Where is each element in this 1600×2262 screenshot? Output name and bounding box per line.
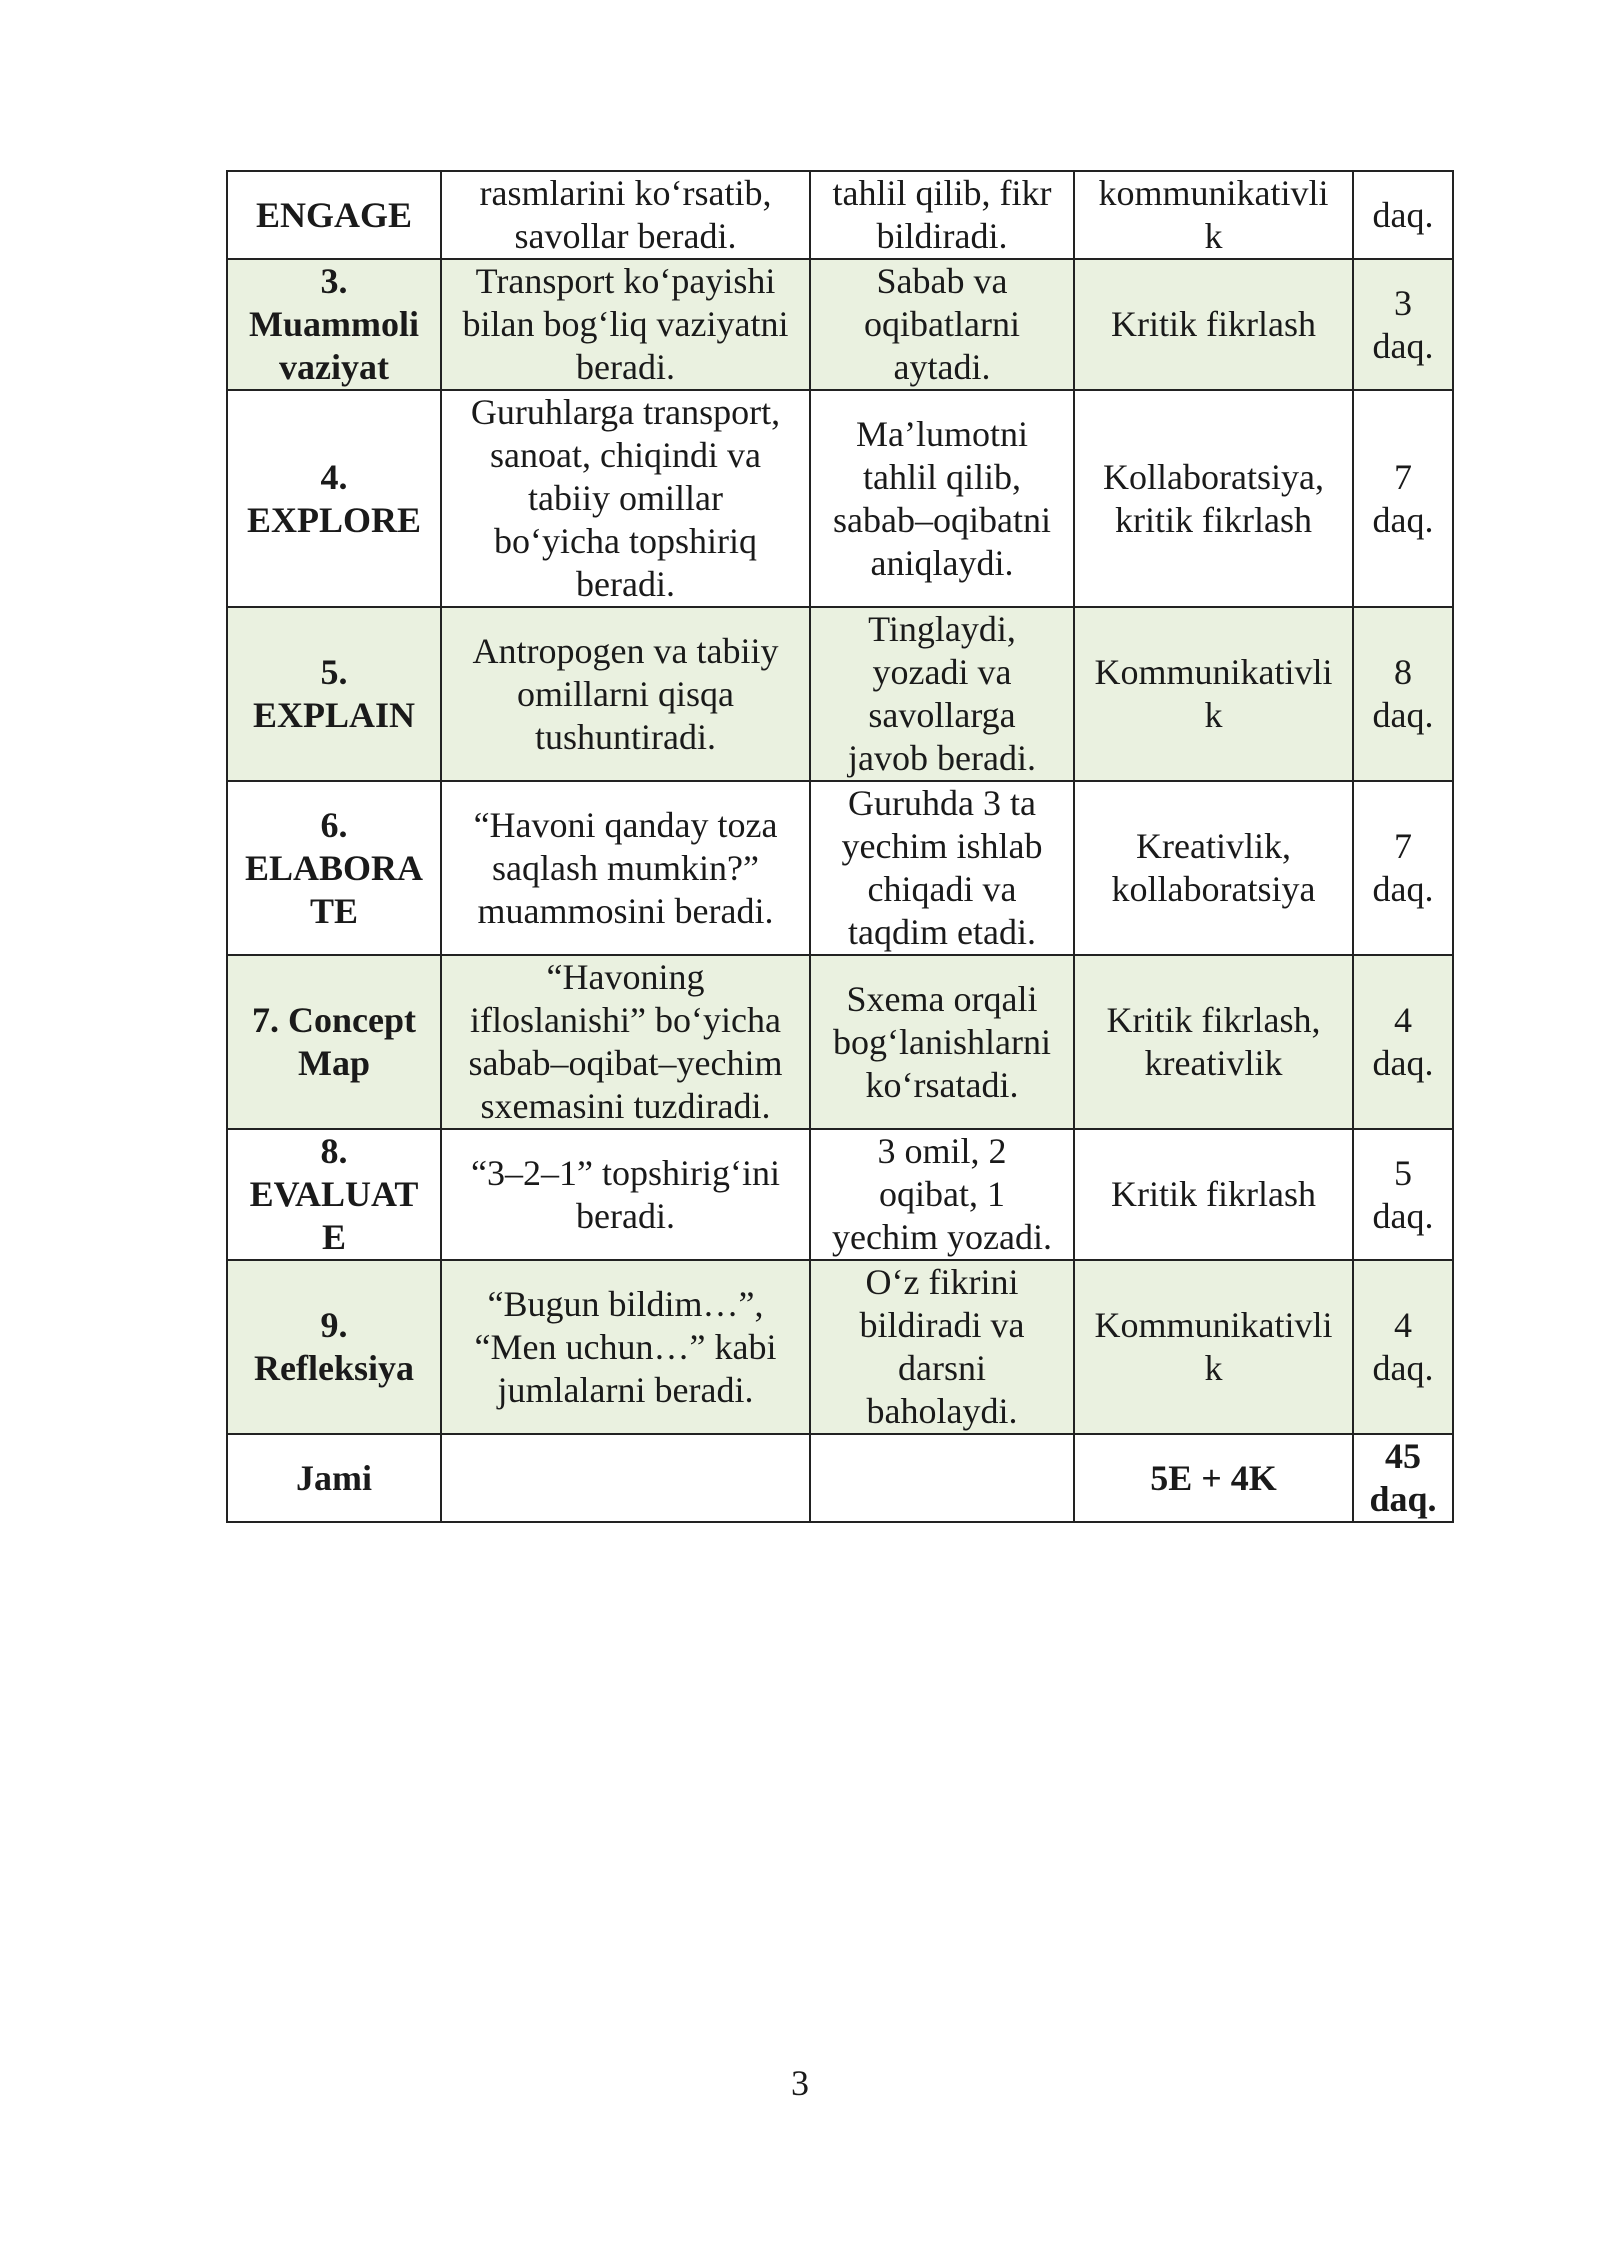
time-cell: 3 daq. <box>1353 259 1453 390</box>
student-activity-cell: Sxema orqali bog‘lanishlarni ko‘rsatadi. <box>810 955 1074 1129</box>
stage-cell: 9. Refleksiya <box>227 1260 441 1434</box>
competence-cell: Kommunikativli k <box>1074 607 1353 781</box>
teacher-activity-cell: Guruhlarga transport, sanoat, chiqindi va tabiiy omillar bo‘yicha topshiriq beradi. <box>441 390 810 607</box>
time-cell: 7 daq. <box>1353 781 1453 955</box>
stage-cell: 5. EXPLAIN <box>227 607 441 781</box>
student-activity-cell: Ma’lumotni tahlil qilib, sabab–oqibatni aniqlaydi. <box>810 390 1074 607</box>
table-row <box>227 171 1453 259</box>
student-activity-cell <box>810 1434 1074 1522</box>
teacher-activity-cell: “Bugun bildim…”, “Men uchun…” kabi jumlalarni beradi. <box>441 1260 810 1434</box>
time-cell: 5 daq. <box>1353 1129 1453 1260</box>
competence-cell: Kollaboratsiya, kritik fikrlash <box>1074 390 1353 607</box>
teacher-activity-cell: rasmlarini ko‘rsatib, savollar beradi. <box>441 171 810 259</box>
student-activity-cell: tahlil qilib, fikr bildiradi. <box>810 171 1074 259</box>
competence-cell: Kritik fikrlash <box>1074 1129 1353 1260</box>
student-activity-cell: O‘z fikrini bildiradi va darsni baholaydi. <box>810 1260 1074 1434</box>
table-row <box>227 259 1453 390</box>
competence-cell: kommunikativli k <box>1074 171 1353 259</box>
competence-cell: Kreativlik, kollaboratsiya <box>1074 781 1353 955</box>
teacher-activity-cell: Antropogen va tabiiy omillarni qisqa tushuntiradi. <box>441 607 810 781</box>
student-activity-cell: Sabab va oqibatlarni aytadi. <box>810 259 1074 390</box>
table-row <box>227 1129 1453 1260</box>
teacher-activity-cell <box>441 1434 810 1522</box>
total-competence-cell: 5E + 4K <box>1074 1434 1353 1522</box>
teacher-activity-cell: Transport ko‘payishi bilan bog‘liq vaziyatni beradi. <box>441 259 810 390</box>
student-activity-cell: 3 omil, 2 oqibat, 1 yechim yozadi. <box>810 1129 1074 1260</box>
stage-cell: 3. Muammoli vaziyat <box>227 259 441 390</box>
student-activity-cell: Guruhda 3 ta yechim ishlab chiqadi va taqdim etadi. <box>810 781 1074 955</box>
table-row <box>227 1260 1453 1434</box>
stage-cell: ENGAGE <box>227 171 441 259</box>
total-time-cell: 45 daq. <box>1353 1434 1453 1522</box>
stage-cell: 8. EVALUAT E <box>227 1129 441 1260</box>
page-number: 3 <box>791 2063 809 2103</box>
competence-cell: Kritik fikrlash <box>1074 259 1353 390</box>
stage-cell: 6. ELABORA TE <box>227 781 441 955</box>
time-cell: 8 daq. <box>1353 607 1453 781</box>
stage-cell: 4. EXPLORE <box>227 390 441 607</box>
total-label-cell: Jami <box>227 1434 441 1522</box>
competence-cell: Kommunikativli k <box>1074 1260 1353 1434</box>
time-cell: daq. <box>1353 171 1453 259</box>
stage-cell: 7. Concept Map <box>227 955 441 1129</box>
time-cell: 7 daq. <box>1353 390 1453 607</box>
time-cell: 4 daq. <box>1353 955 1453 1129</box>
table-row <box>227 781 1453 955</box>
teacher-activity-cell: “Havoning ifloslanishi” bo‘yicha sabab–oqibat–yechim sxemasini tuzdiradi. <box>441 955 810 1129</box>
table-row <box>227 607 1453 781</box>
total-row <box>227 1434 1453 1522</box>
competence-cell: Kritik fikrlash, kreativlik <box>1074 955 1353 1129</box>
lesson-plan-table <box>226 170 1454 1523</box>
table-row <box>227 390 1453 607</box>
student-activity-cell: Tinglaydi, yozadi va savollarga javob beradi. <box>810 607 1074 781</box>
teacher-activity-cell: “3–2–1” topshirig‘ini beradi. <box>441 1129 810 1260</box>
teacher-activity-cell: “Havoni qanday toza saqlash mumkin?” muammosini beradi. <box>441 781 810 955</box>
time-cell: 4 daq. <box>1353 1260 1453 1434</box>
table-row <box>227 955 1453 1129</box>
